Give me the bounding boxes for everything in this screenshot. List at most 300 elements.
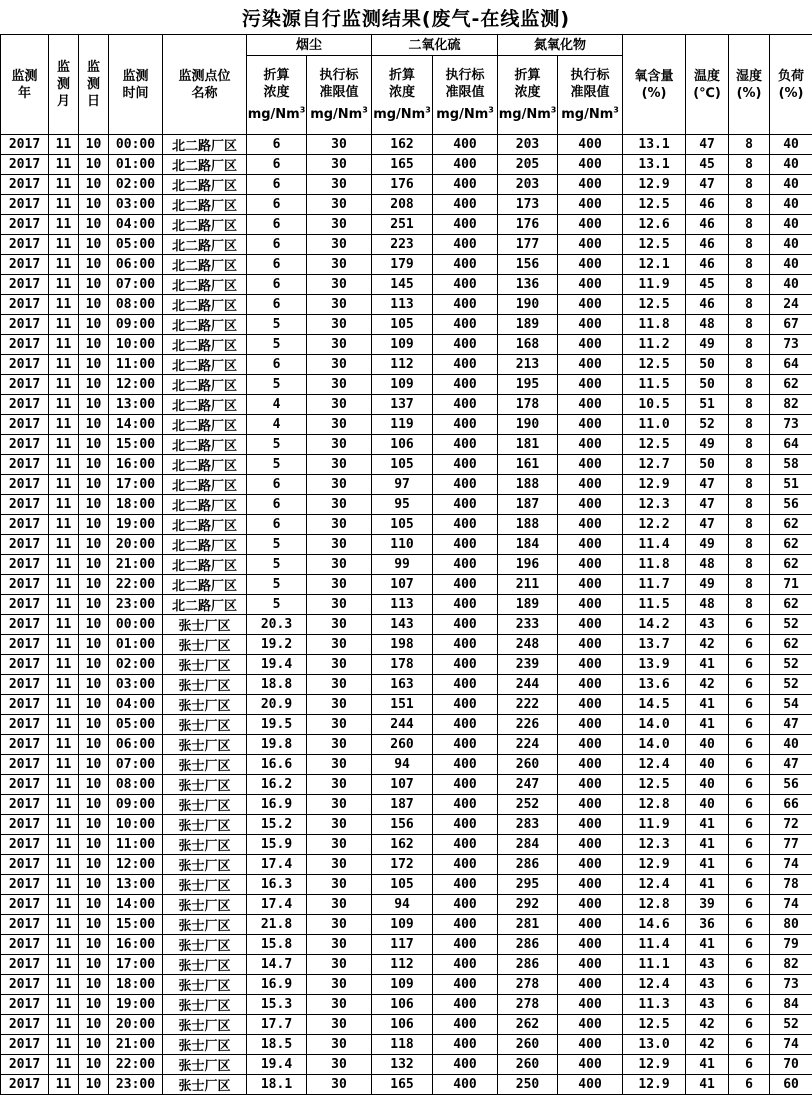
cell-humidity: 8	[729, 195, 770, 215]
unit-sup: 3	[299, 105, 306, 115]
cell-nox-limit: 400	[558, 995, 623, 1015]
cell-humidity: 6	[729, 835, 770, 855]
cell-oxygen: 14.0	[623, 735, 686, 755]
header-line: 测	[86, 77, 100, 92]
cell-year: 2017	[1, 535, 49, 555]
cell-smoke-conc: 17.7	[247, 1015, 307, 1035]
cell-nox-limit: 400	[558, 935, 623, 955]
cell-nox-conc: 260	[498, 1035, 558, 1055]
cell-smoke-conc: 20.9	[247, 695, 307, 715]
cell-load: 74	[770, 855, 812, 875]
table-row	[1, 315, 812, 335]
cell-so2-limit: 400	[433, 555, 498, 575]
cell-oxygen: 11.4	[623, 935, 686, 955]
header-line: 浓度	[514, 85, 541, 101]
header-line: (℃)	[693, 85, 721, 101]
header-line: (%)	[778, 85, 804, 101]
cell-nox-limit: 400	[558, 855, 623, 875]
cell-smoke-limit: 30	[307, 455, 372, 475]
cell-oxygen: 12.5	[623, 1015, 686, 1035]
cell-smoke-limit: 30	[307, 375, 372, 395]
cell-so2-conc: 106	[372, 995, 433, 1015]
cell-smoke-limit: 30	[307, 835, 372, 855]
cell-nox-conc: 260	[498, 1055, 558, 1075]
cell-month: 11	[49, 455, 79, 475]
cell-smoke-limit: 30	[307, 575, 372, 595]
cell-load: 62	[770, 375, 812, 395]
cell-nox-limit: 400	[558, 1035, 623, 1055]
cell-day: 10	[79, 215, 109, 235]
cell-nox-conc: 252	[498, 795, 558, 815]
cell-load: 40	[770, 275, 812, 295]
cell-smoke-limit: 30	[307, 175, 372, 195]
cell-site: 张士厂区	[163, 855, 247, 875]
cell-time: 04:00	[109, 215, 163, 235]
cell-so2-conc: 165	[372, 1075, 433, 1095]
cell-month: 11	[49, 815, 79, 835]
cell-smoke-limit: 30	[307, 1075, 372, 1095]
cell-year: 2017	[1, 335, 49, 355]
cell-site: 张士厂区	[163, 995, 247, 1015]
cell-oxygen: 13.9	[623, 655, 686, 675]
cell-nox-limit: 400	[558, 295, 623, 315]
cell-smoke-limit: 30	[307, 395, 372, 415]
header-line: 监测	[122, 68, 149, 84]
cell-smoke-conc: 5	[247, 535, 307, 555]
cell-site: 张士厂区	[163, 675, 247, 695]
table-row	[1, 615, 812, 635]
cell-temp: 48	[686, 595, 729, 615]
cell-site: 北二路厂区	[163, 595, 247, 615]
cell-site: 张士厂区	[163, 1075, 247, 1095]
cell-nox-limit: 400	[558, 755, 623, 775]
cell-so2-conc: 94	[372, 755, 433, 775]
cell-smoke-conc: 6	[247, 175, 307, 195]
cell-oxygen: 11.7	[623, 575, 686, 595]
cell-month: 11	[49, 955, 79, 975]
cell-humidity: 8	[729, 455, 770, 475]
cell-humidity: 6	[729, 755, 770, 775]
table-row	[1, 1015, 812, 1035]
cell-oxygen: 11.3	[623, 995, 686, 1015]
cell-so2-limit: 400	[433, 855, 498, 875]
cell-so2-conc: 113	[372, 295, 433, 315]
cell-oxygen: 11.9	[623, 815, 686, 835]
cell-so2-limit: 400	[433, 435, 498, 455]
table-row	[1, 675, 812, 695]
cell-temp: 50	[686, 375, 729, 395]
cell-month: 11	[49, 235, 79, 255]
cell-year: 2017	[1, 995, 49, 1015]
unit-sup: 3	[362, 105, 368, 115]
cell-month: 11	[49, 735, 79, 755]
cell-smoke-conc: 20.3	[247, 615, 307, 635]
cell-day: 10	[79, 195, 109, 215]
col-day-header-text	[79, 59, 108, 110]
cell-so2-conc: 107	[372, 575, 433, 595]
cell-temp: 48	[686, 315, 729, 335]
cell-time: 14:00	[109, 415, 163, 435]
nox-conc-header	[498, 56, 558, 135]
cell-time: 21:00	[109, 555, 163, 575]
header-line: 折算	[389, 68, 416, 84]
cell-so2-conc: 109	[372, 375, 433, 395]
cell-smoke-conc: 6	[247, 275, 307, 295]
header-line: 氧含量	[634, 68, 674, 84]
cell-humidity: 8	[729, 315, 770, 335]
cell-load: 78	[770, 875, 812, 895]
cell-so2-conc: 110	[372, 535, 433, 555]
cell-smoke-limit: 30	[307, 735, 372, 755]
cell-nox-limit: 400	[558, 1055, 623, 1075]
cell-temp: 42	[686, 675, 729, 695]
cell-nox-conc: 173	[498, 195, 558, 215]
nox-limit-unit	[561, 107, 619, 122]
header-line: 准限值	[319, 85, 359, 101]
cell-humidity: 8	[729, 295, 770, 315]
cell-nox-conc: 190	[498, 295, 558, 315]
cell-temp: 41	[686, 855, 729, 875]
cell-smoke-conc: 6	[247, 195, 307, 215]
cell-oxygen: 12.7	[623, 455, 686, 475]
table-row	[1, 275, 812, 295]
cell-humidity: 8	[729, 275, 770, 295]
cell-so2-limit: 400	[433, 515, 498, 535]
table-row	[1, 955, 812, 975]
cell-smoke-conc: 6	[247, 355, 307, 375]
cell-month: 11	[49, 515, 79, 535]
cell-site: 张士厂区	[163, 875, 247, 895]
cell-so2-conc: 106	[372, 1015, 433, 1035]
table-row	[1, 875, 812, 895]
cell-humidity: 6	[729, 655, 770, 675]
cell-temp: 41	[686, 695, 729, 715]
cell-so2-conc: 187	[372, 795, 433, 815]
cell-nox-limit: 400	[558, 355, 623, 375]
cell-smoke-conc: 5	[247, 595, 307, 615]
table-row	[1, 835, 812, 855]
cell-smoke-conc: 18.1	[247, 1075, 307, 1095]
cell-nox-conc: 247	[498, 775, 558, 795]
cell-so2-conc: 162	[372, 135, 433, 155]
group-smoke-header: 烟尘	[247, 35, 372, 56]
cell-load: 56	[770, 775, 812, 795]
cell-nox-conc: 177	[498, 235, 558, 255]
cell-year: 2017	[1, 235, 49, 255]
table-row	[1, 715, 812, 735]
cell-month: 11	[49, 415, 79, 435]
so2-conc-header-text	[372, 67, 432, 101]
cell-smoke-limit: 30	[307, 295, 372, 315]
cell-load: 62	[770, 555, 812, 575]
cell-load: 73	[770, 335, 812, 355]
cell-day: 10	[79, 155, 109, 175]
cell-load: 51	[770, 475, 812, 495]
cell-so2-conc: 179	[372, 255, 433, 275]
cell-site: 北二路厂区	[163, 355, 247, 375]
cell-time: 07:00	[109, 755, 163, 775]
header-line: 月	[56, 94, 70, 109]
cell-so2-limit: 400	[433, 715, 498, 735]
cell-site: 张士厂区	[163, 955, 247, 975]
cell-humidity: 8	[729, 495, 770, 515]
cell-site: 北二路厂区	[163, 415, 247, 435]
cell-site: 北二路厂区	[163, 475, 247, 495]
cell-smoke-limit: 30	[307, 135, 372, 155]
cell-year: 2017	[1, 635, 49, 655]
cell-load: 64	[770, 355, 812, 375]
cell-year: 2017	[1, 395, 49, 415]
table-row	[1, 1055, 812, 1075]
nox-limit-header-text	[558, 67, 622, 101]
cell-load: 47	[770, 715, 812, 735]
cell-humidity: 6	[729, 875, 770, 895]
cell-day: 10	[79, 575, 109, 595]
cell-time: 12:00	[109, 855, 163, 875]
cell-load: 64	[770, 435, 812, 455]
header-line: 年	[17, 85, 31, 101]
table-row	[1, 755, 812, 775]
cell-so2-limit: 400	[433, 895, 498, 915]
cell-year: 2017	[1, 175, 49, 195]
cell-nox-conc: 278	[498, 995, 558, 1015]
cell-month: 11	[49, 435, 79, 455]
cell-year: 2017	[1, 855, 49, 875]
cell-month: 11	[49, 355, 79, 375]
cell-smoke-limit: 30	[307, 235, 372, 255]
cell-so2-limit: 400	[433, 495, 498, 515]
cell-nox-limit: 400	[558, 415, 623, 435]
cell-site: 北二路厂区	[163, 395, 247, 415]
cell-site: 张士厂区	[163, 1055, 247, 1075]
table-row	[1, 355, 812, 375]
cell-year: 2017	[1, 495, 49, 515]
cell-day: 10	[79, 815, 109, 835]
cell-nox-limit: 400	[558, 335, 623, 355]
cell-load: 74	[770, 895, 812, 915]
cell-so2-limit: 400	[433, 875, 498, 895]
cell-oxygen: 11.4	[623, 535, 686, 555]
cell-oxygen: 12.4	[623, 975, 686, 995]
cell-load: 40	[770, 235, 812, 255]
cell-humidity: 8	[729, 355, 770, 375]
cell-so2-limit: 400	[433, 655, 498, 675]
unit-sup: 3	[425, 105, 431, 115]
cell-load: 62	[770, 595, 812, 615]
header-line: 执行标	[319, 68, 359, 84]
cell-year: 2017	[1, 375, 49, 395]
table-row	[1, 255, 812, 275]
cell-year: 2017	[1, 655, 49, 675]
cell-load: 52	[770, 655, 812, 675]
cell-nox-conc: 283	[498, 815, 558, 835]
cell-site: 北二路厂区	[163, 195, 247, 215]
cell-smoke-limit: 30	[307, 915, 372, 935]
cell-site: 张士厂区	[163, 615, 247, 635]
cell-year: 2017	[1, 955, 49, 975]
cell-smoke-conc: 4	[247, 395, 307, 415]
cell-temp: 41	[686, 815, 729, 835]
cell-so2-conc: 165	[372, 155, 433, 175]
col-oxygen-header-text	[623, 68, 685, 102]
table-row	[1, 1035, 812, 1055]
cell-load: 40	[770, 735, 812, 755]
cell-site: 张士厂区	[163, 815, 247, 835]
cell-so2-limit: 400	[433, 375, 498, 395]
cell-smoke-limit: 30	[307, 535, 372, 555]
cell-nox-limit: 400	[558, 735, 623, 755]
cell-month: 11	[49, 275, 79, 295]
cell-temp: 41	[686, 835, 729, 855]
cell-month: 11	[49, 695, 79, 715]
cell-month: 11	[49, 195, 79, 215]
cell-humidity: 6	[729, 855, 770, 875]
cell-nox-limit: 400	[558, 255, 623, 275]
cell-humidity: 6	[729, 895, 770, 915]
cell-time: 18:00	[109, 495, 163, 515]
cell-humidity: 8	[729, 595, 770, 615]
cell-smoke-conc: 6	[247, 515, 307, 535]
table-row	[1, 995, 812, 1015]
table-row	[1, 1075, 812, 1095]
table-row	[1, 735, 812, 755]
cell-time: 12:00	[109, 375, 163, 395]
cell-smoke-conc: 4	[247, 415, 307, 435]
cell-so2-limit: 400	[433, 815, 498, 835]
cell-oxygen: 12.9	[623, 1055, 686, 1075]
cell-day: 10	[79, 735, 109, 755]
cell-so2-conc: 178	[372, 655, 433, 675]
col-time-header	[109, 35, 163, 135]
smoke-conc-header-text	[247, 67, 306, 101]
cell-nox-limit: 400	[558, 135, 623, 155]
cell-site: 张士厂区	[163, 835, 247, 855]
cell-site: 张士厂区	[163, 795, 247, 815]
cell-load: 71	[770, 575, 812, 595]
cell-nox-limit: 400	[558, 795, 623, 815]
cell-day: 10	[79, 595, 109, 615]
header-line: 湿度	[736, 68, 763, 84]
smoke-conc-unit	[248, 107, 306, 122]
cell-nox-limit: 400	[558, 955, 623, 975]
cell-load: 77	[770, 835, 812, 855]
cell-load: 72	[770, 815, 812, 835]
cell-load: 40	[770, 195, 812, 215]
cell-nox-conc: 203	[498, 135, 558, 155]
cell-smoke-conc: 15.3	[247, 995, 307, 1015]
cell-temp: 48	[686, 555, 729, 575]
cell-humidity: 6	[729, 1055, 770, 1075]
cell-smoke-limit: 30	[307, 255, 372, 275]
smoke-limit-unit	[310, 107, 368, 122]
cell-site: 张士厂区	[163, 775, 247, 795]
col-oxygen-header	[623, 35, 686, 135]
cell-smoke-limit: 30	[307, 975, 372, 995]
cell-nox-conc: 176	[498, 215, 558, 235]
cell-day: 10	[79, 1075, 109, 1095]
cell-site: 北二路厂区	[163, 235, 247, 255]
cell-time: 01:00	[109, 635, 163, 655]
cell-site: 张士厂区	[163, 1035, 247, 1055]
cell-smoke-limit: 30	[307, 635, 372, 655]
cell-site: 张士厂区	[163, 695, 247, 715]
cell-humidity: 6	[729, 635, 770, 655]
cell-month: 11	[49, 995, 79, 1015]
header-line: 浓度	[389, 85, 416, 101]
cell-humidity: 8	[729, 335, 770, 355]
unit-text: mg/Nm	[561, 106, 614, 122]
cell-day: 10	[79, 355, 109, 375]
cell-month: 11	[49, 395, 79, 415]
cell-so2-limit: 400	[433, 1075, 498, 1095]
cell-humidity: 8	[729, 375, 770, 395]
cell-so2-conc: 223	[372, 235, 433, 255]
cell-time: 06:00	[109, 255, 163, 275]
cell-so2-limit: 400	[433, 455, 498, 475]
cell-day: 10	[79, 895, 109, 915]
cell-temp: 51	[686, 395, 729, 415]
cell-load: 62	[770, 635, 812, 655]
cell-time: 05:00	[109, 235, 163, 255]
cell-smoke-limit: 30	[307, 155, 372, 175]
cell-month: 11	[49, 155, 79, 175]
cell-so2-limit: 400	[433, 975, 498, 995]
cell-so2-limit: 400	[433, 415, 498, 435]
cell-day: 10	[79, 955, 109, 975]
cell-nox-limit: 400	[558, 555, 623, 575]
cell-smoke-limit: 30	[307, 815, 372, 835]
cell-load: 60	[770, 1075, 812, 1095]
unit-text: mg/Nm	[436, 106, 489, 122]
cell-humidity: 8	[729, 535, 770, 555]
cell-nox-conc: 213	[498, 355, 558, 375]
cell-time: 10:00	[109, 815, 163, 835]
cell-day: 10	[79, 455, 109, 475]
cell-nox-conc: 224	[498, 735, 558, 755]
cell-so2-limit: 400	[433, 135, 498, 155]
cell-smoke-conc: 15.9	[247, 835, 307, 855]
table-row	[1, 515, 812, 535]
cell-month: 11	[49, 1035, 79, 1055]
cell-month: 11	[49, 255, 79, 275]
cell-so2-limit: 400	[433, 755, 498, 775]
header-line: 负荷	[778, 68, 805, 84]
cell-nox-limit: 400	[558, 875, 623, 895]
cell-so2-conc: 117	[372, 935, 433, 955]
cell-so2-conc: 97	[372, 475, 433, 495]
cell-nox-conc: 295	[498, 875, 558, 895]
cell-temp: 45	[686, 275, 729, 295]
cell-smoke-conc: 5	[247, 575, 307, 595]
table-row	[1, 455, 812, 475]
cell-day: 10	[79, 755, 109, 775]
col-humidity-header	[729, 35, 770, 135]
cell-nox-conc: 195	[498, 375, 558, 395]
cell-month: 11	[49, 835, 79, 855]
cell-so2-conc: 145	[372, 275, 433, 295]
cell-month: 11	[49, 795, 79, 815]
cell-day: 10	[79, 935, 109, 955]
cell-nox-limit: 400	[558, 675, 623, 695]
cell-time: 02:00	[109, 175, 163, 195]
cell-smoke-limit: 30	[307, 275, 372, 295]
cell-load: 54	[770, 695, 812, 715]
cell-so2-conc: 112	[372, 955, 433, 975]
col-time-header-text	[109, 68, 162, 102]
cell-temp: 40	[686, 735, 729, 755]
cell-nox-limit: 400	[558, 315, 623, 335]
nox-limit-header	[558, 56, 623, 135]
